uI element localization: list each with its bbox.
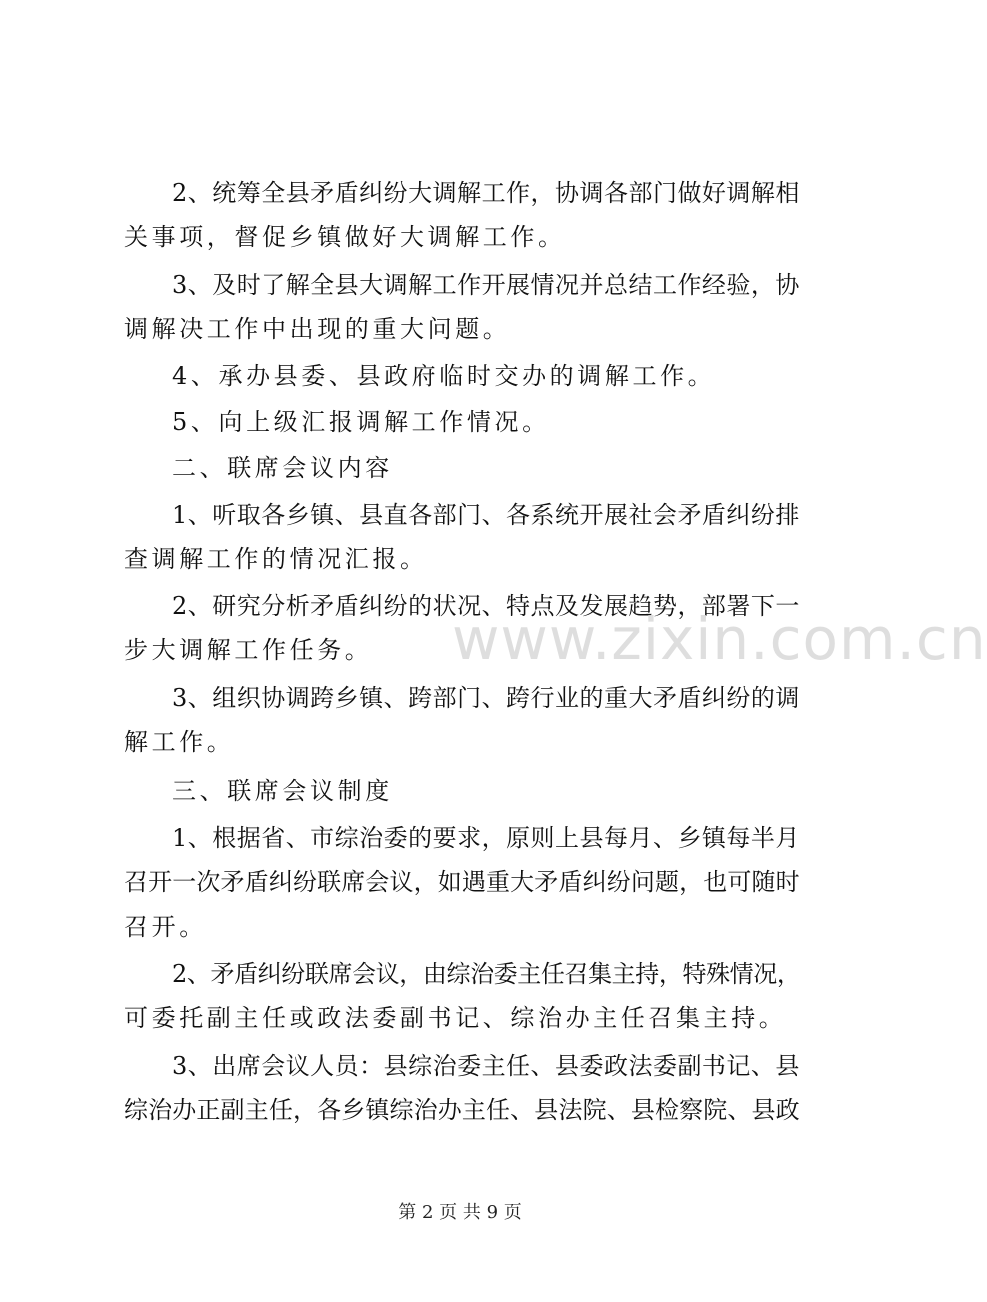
paragraph-line: 调解决工作中出现的重大问题。 [124, 315, 511, 343]
paragraph-line: 1、根据省、市综治委的要求，原则上县每月、乡镇每半月 [172, 824, 800, 852]
paragraph-line: 2、矛盾纠纷联席会议，由综治委主任召集主持，特殊情况， [172, 960, 801, 988]
paragraph-line: 3、出席会议人员：县综治委主任、县委政法委副书记、县 [172, 1052, 800, 1080]
paragraph-line: 2、统筹全县矛盾纠纷大调解工作，协调各部门做好调解相 [172, 179, 800, 207]
paragraph-line: 4、承办县委、县政府临时交办的调解工作。 [172, 362, 716, 390]
paragraph-line: 召开一次矛盾纠纷联席会议，如遇重大矛盾纠纷问题，也可随时 [124, 868, 800, 896]
paragraph-line: 解工作。 [124, 728, 235, 756]
paragraph-line: 召开。 [124, 913, 207, 941]
paragraph-line: 步大调解工作任务。 [124, 636, 373, 664]
paragraph-line: 可委托副主任或政法委副书记、综治办主任召集主持。 [124, 1004, 787, 1032]
paragraph-line: 3、组织协调跨乡镇、跨部门、跨行业的重大矛盾纠纷的调 [172, 684, 800, 712]
paragraph-line: 综治办正副主任，各乡镇综治办主任、县法院、县检察院、县政 [124, 1096, 800, 1124]
paragraph-line: 2、研究分析矛盾纠纷的状况、特点及发展趋势，部署下一 [172, 592, 800, 620]
page-footer: 第 2 页 共 9 页 [398, 1202, 522, 1223]
paragraph-line: 1、听取各乡镇、县直各部门、各系统开展社会矛盾纠纷排 [172, 501, 800, 529]
paragraph-line: 关事项，督促乡镇做好大调解工作。 [124, 223, 566, 251]
watermark: www.zixin.com.cn [452, 605, 987, 673]
section-heading: 二、联席会议内容 [172, 454, 393, 482]
paragraph-line: 3、及时了解全县大调解工作开展情况并总结工作经验，协 [172, 271, 800, 299]
paragraph-line: 查调解工作的情况汇报。 [124, 545, 428, 573]
section-heading: 三、联席会议制度 [172, 777, 393, 805]
paragraph-line: 5、向上级汇报调解工作情况。 [172, 408, 550, 436]
